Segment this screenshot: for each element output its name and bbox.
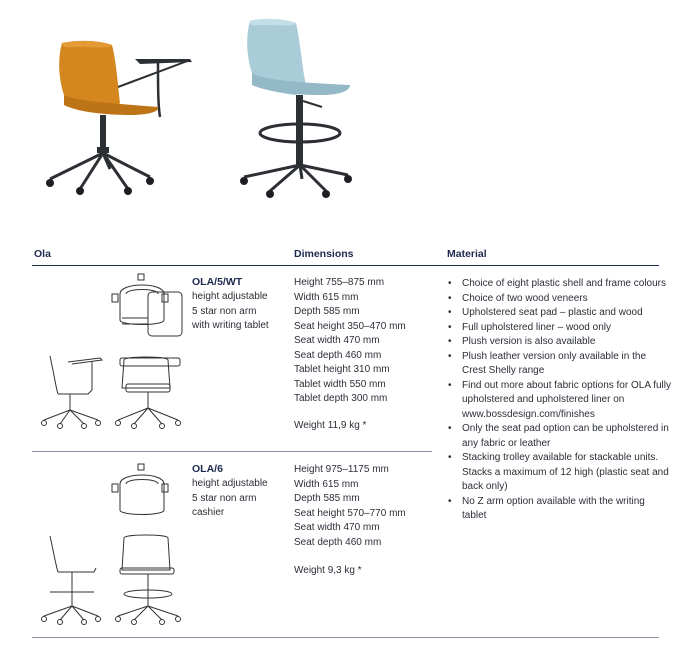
- material-item: • Find out more about fabric options for OLA fully upholstered and upholstered liner on www.bossdesign.com/finishes: [447, 379, 672, 423]
- dimension-item: Width 615 mm: [294, 478, 359, 490]
- dimensions-list: [294, 463, 406, 550]
- dimension-item: Height 755–875 mm: [294, 277, 385, 288]
- drawing-side-view-tablet-chair: [38, 354, 106, 430]
- material-item: • Choice of two wood veneers: [447, 292, 672, 307]
- column-header-dimensions: Dimensions: [294, 248, 354, 260]
- drawing-front-view-cashier-chair: [112, 534, 188, 626]
- description-line: height adjustable: [192, 291, 268, 302]
- dimension-item: Seat depth 460 mm: [294, 349, 382, 361]
- weight-value: Weight 11,9 kg *: [294, 420, 367, 431]
- material-item: • Full upholstered liner – wood only: [447, 321, 672, 336]
- material-list: [447, 277, 672, 524]
- material-item: • Choice of eight plastic shell and frame colours: [447, 277, 672, 292]
- bottom-divider: [32, 637, 659, 638]
- product-code: OLA/6: [192, 463, 223, 475]
- description-line: with writing tablet: [192, 320, 269, 331]
- dimension-item: Seat depth 460 mm: [294, 536, 382, 548]
- description-line: 5 star non arm: [192, 305, 257, 317]
- column-header-material: Material: [447, 248, 487, 260]
- product-description: [192, 477, 268, 521]
- header-divider: [32, 265, 659, 266]
- drawing-side-view-cashier-chair: [38, 534, 104, 626]
- column-header-product: Ola: [34, 248, 51, 260]
- photo-blue-cashier-chair: [230, 15, 360, 200]
- dimensions-list: [294, 276, 406, 407]
- photo-orange-tablet-chair: [40, 35, 200, 195]
- description-line: 5 star non arm: [192, 492, 257, 504]
- dimension-item: Tablet height 310 mm: [294, 364, 390, 375]
- weight-value: Weight 9,3 kg *: [294, 565, 362, 576]
- dimension-item: Seat width 470 mm: [294, 335, 380, 346]
- material-item: • Plush version is also available: [447, 335, 672, 350]
- material-item: • No Z arm option available with the writing tablet: [447, 495, 672, 524]
- material-item: • Plush leather version only available in the Crest Shelly range: [447, 350, 672, 379]
- product-description: [192, 290, 269, 334]
- description-line: cashier: [192, 507, 225, 518]
- dimension-item: Seat height 570–770 mm: [294, 507, 406, 519]
- dimension-item: Seat height 350–470 mm: [294, 320, 406, 332]
- dimension-item: Depth 585 mm: [294, 306, 360, 317]
- material-item: • Stacking trolley available for stackable units. Stacks a maximum of 12 high (plastic seat and back only): [447, 451, 672, 495]
- dimension-item: Seat width 470 mm: [294, 522, 380, 533]
- drawing-front-view-tablet-chair: [112, 354, 188, 430]
- drawing-top-view-tablet-chair: [108, 272, 188, 346]
- dimension-item: Height 975–1175 mm: [294, 464, 389, 475]
- description-line: height adjustable: [192, 478, 268, 489]
- material-item: • Upholstered seat pad – plastic and wood: [447, 306, 672, 321]
- dimension-item: Tablet depth 300 mm: [294, 393, 388, 404]
- material-item: • Only the seat pad option can be upholstered in any fabric or leather: [447, 422, 672, 451]
- dimension-item: Depth 585 mm: [294, 493, 360, 504]
- drawing-top-view-cashier-chair: [108, 462, 188, 524]
- product-divider: [32, 451, 432, 452]
- product-code: OLA/5/WT: [192, 276, 243, 288]
- dimension-item: Tablet width 550 mm: [294, 378, 386, 390]
- dimension-item: Width 615 mm: [294, 291, 359, 303]
